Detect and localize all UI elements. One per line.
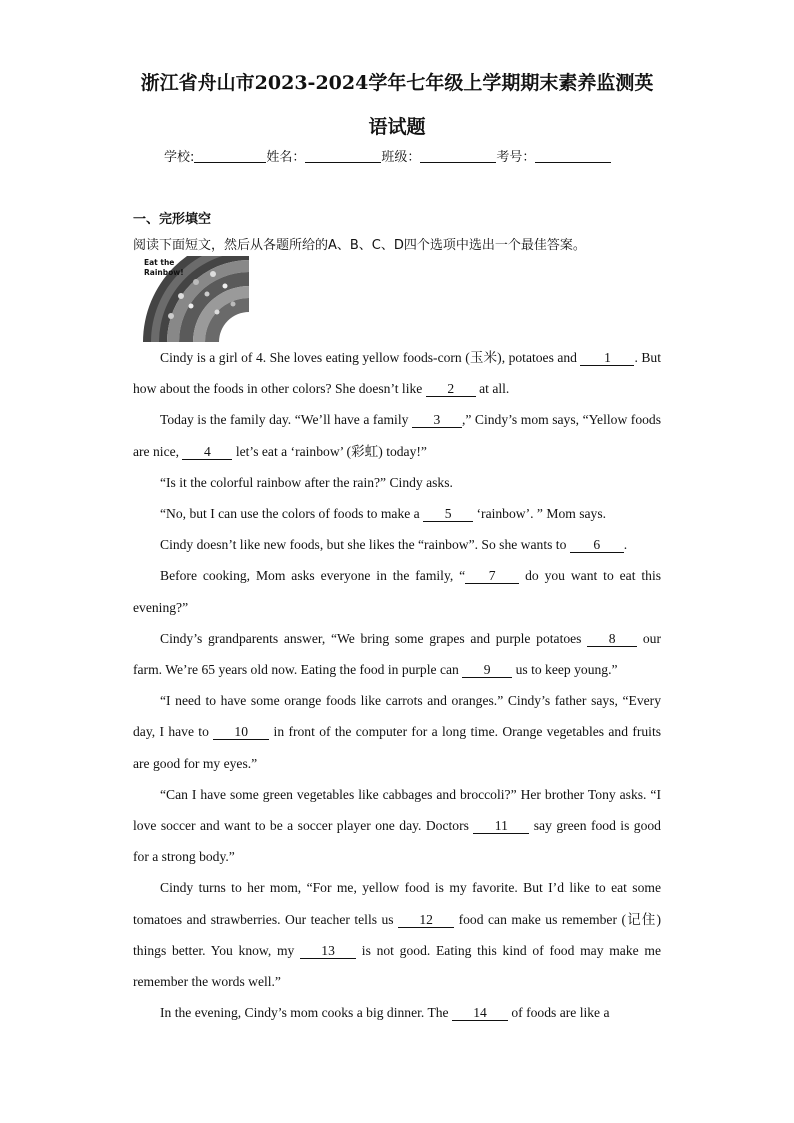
blank-5[interactable]: 5 (423, 506, 473, 522)
name-label: 姓名： (266, 150, 306, 165)
paragraph-1: Cindy is a girl of 4. She loves eating yellow foods-corn (玉米), potatoes and 1 . But how about the foods in other colors? She doesn’t like 2 at all. (133, 350, 661, 397)
paragraph-3: “Is it the colorful rainbow after the rain?” Cindy asks. (160, 474, 453, 490)
paragraph-10: Cindy turns to her mom, “For me, yellow food is my favorite. But I’d like to eat some tomatoes and strawberries. Our teacher tells us 12 food can make us remember (记住) things better. You know, my 13 is not good. Eating this kind of food may make me remember the words well.” (133, 880, 662, 990)
paragraph-7: Cindy’s grandparents answer, “We bring some grapes and purple potatoes 8 our farm. We’re 65 years old now. Eating the food in purple can 9 us to keep young.” (133, 630, 661, 678)
paragraph-6: Before cooking, Mom asks everyone in the family, “ 7 do you want to eat this evening?” (133, 568, 662, 615)
blank-10[interactable]: 10 (213, 724, 269, 740)
instruction-text: 阅读下面短文，然后从各题所给的A、B、C、D四个选项中选出一个最佳答案。 (133, 238, 586, 253)
blank-11[interactable]: 11 (473, 818, 529, 834)
blank-2[interactable]: 2 (426, 381, 476, 397)
name-field[interactable] (305, 149, 381, 163)
title-line-1: 浙江省舟山市2023-2024学年七年级上学期期末素养监测英 (140, 72, 654, 94)
number-label: 考号： (496, 150, 536, 165)
school-field[interactable] (194, 149, 266, 163)
blank-3[interactable]: 3 (412, 412, 462, 428)
blank-14[interactable]: 14 (452, 1005, 508, 1021)
blank-6[interactable]: 6 (570, 537, 624, 553)
eat-the-rainbow-image (141, 256, 253, 342)
paragraph-2: Today is the family day. “We’ll have a family 3 ,” Cindy’s mom says, “Yellow foods are nice, 4 let’s eat a ‘rainbow’ (彩虹) today!” (133, 412, 661, 459)
passage (133, 342, 661, 1028)
blank-1[interactable]: 1 (580, 350, 634, 366)
school-label: 学校: (164, 150, 195, 165)
paragraph-5: Cindy doesn’t like new foods, but she likes the “rainbow”. So she wants to 6 . (160, 537, 628, 553)
image-caption-line-2: Rainbow! (144, 268, 184, 277)
blank-9[interactable]: 9 (462, 662, 512, 678)
blank-8[interactable]: 8 (587, 631, 637, 647)
paragraph-9: “Can I have some green vegetables like cabbages and broccoli?” Her brother Tony asks. “I love soccer and want to be a soccer player one day. Doctors 11 say green food is good for a strong body.” (133, 786, 661, 865)
class-label: 班级： (381, 150, 421, 165)
number-field[interactable] (535, 149, 611, 163)
class-field[interactable] (420, 149, 496, 163)
paragraph-8: “I need to have some orange foods like carrots and oranges.” Cindy’s father says, “Every day, I have to 10 in front of the computer for a long time. Orange vegetables and fruits are good for my eyes.” (133, 693, 662, 771)
blank-12[interactable]: 12 (398, 912, 454, 928)
image-caption-line-1: Eat the (144, 258, 175, 267)
title-line-2: 语试题 (368, 116, 426, 138)
blank-4[interactable]: 4 (182, 444, 232, 460)
paragraph-4: “No, but I can use the colors of foods to make a 5 ‘rainbow’. ” Mom says. (160, 506, 607, 522)
blank-7[interactable]: 7 (465, 568, 519, 584)
paragraph-11: In the evening, Cindy’s mom cooks a big dinner. The 14 of foods are like a (160, 1005, 610, 1021)
section-heading: 一、完形填空 (133, 212, 212, 227)
student-info-line (164, 146, 644, 165)
blank-13[interactable]: 13 (300, 943, 356, 959)
